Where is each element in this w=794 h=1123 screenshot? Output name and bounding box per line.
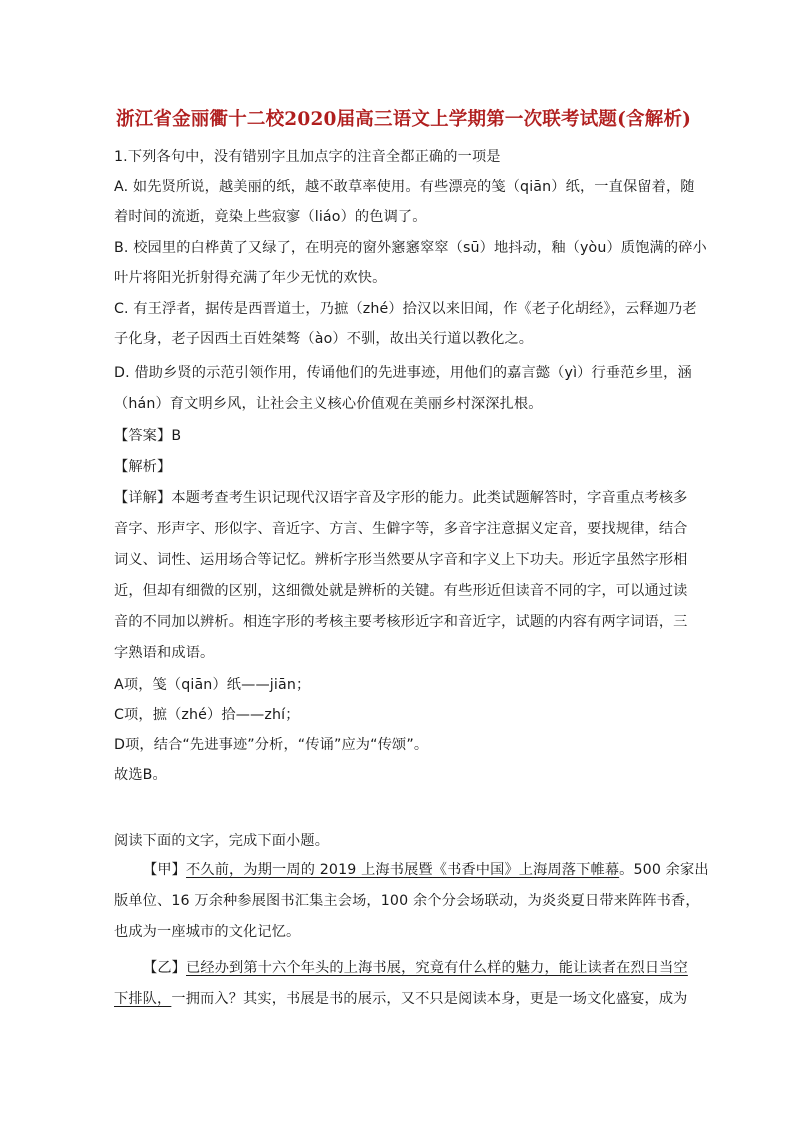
detail-line-5: 音的不同加以辨析。相连字形的考核主要考核形近字和音近字，试题的内容有两字词语，三 — [114, 614, 688, 630]
detail-line-3: 词义、词性、运用场合等记忆。辨析字形当然要从字音和字义上下功夫。形近字虽然字形相 — [114, 552, 688, 568]
item-d-note: D项，结合“先进事迹”分析，“传诵”应为“传颂”。 — [114, 737, 429, 753]
option-b-line-1: B. 校园里的白桦黄了又绿了，在明亮的窗外窸窸窣窣（sū）地抖动，釉（yòu）质饱满的碎小 — [114, 240, 707, 256]
option-a-line-2: 着时间的流逝，竟染上些寂寥（liáo）的色调了。 — [114, 209, 427, 225]
passage-jia-underlined: 不久前，为期一周的 2019 上海书展暨《书香中国》上海周落下帷幕 — [186, 862, 620, 878]
detail-line-6: 字熟语和成语。 — [114, 645, 215, 661]
detail-line-1: 【详解】本题考查考生识记现代汉语字音及字形的能力。此类试题解答时，字音重点考核多 — [114, 490, 688, 506]
option-d-line-1: D. 借助乡贤的示范引领作用，传诵他们的先进事迹，用他们的嘉言懿（yì）行垂范乡里，涵 — [114, 365, 692, 381]
analysis-label: 【解析】 — [114, 459, 172, 475]
passage-yi-line-1 — [143, 958, 688, 978]
detail-line-4: 近，但却有细微的区别，这细微处就是辨析的关键。有些形近但读音不同的字，可以通过读 — [114, 583, 688, 599]
document-title: 浙江省金丽衢十二校2020届高三语文上学期第一次联考试题(含解析) — [116, 109, 692, 130]
passage-jia-line-3: 也成为一座城市的文化记忆。 — [114, 924, 301, 940]
passage-yi-label: 【乙】 — [143, 960, 187, 976]
reading-intro: 阅读下面的文字，完成下面小题。 — [114, 833, 330, 849]
question-1-stem: 1.下列各句中，没有错别字且加点字的注音全都正确的一项是 — [114, 149, 501, 165]
option-b-line-2: 叶片将阳光折射得充满了年少无忧的欢快。 — [114, 270, 387, 286]
passage-yi-line-2 — [114, 989, 688, 1009]
item-c-note: C项，摭（zhé）拾——zhí； — [114, 707, 300, 723]
conclusion-line: 故选B。 — [114, 767, 167, 783]
option-d-line-2: （hán）育文明乡风，让社会主义核心价值观在美丽乡村深深扎根。 — [114, 396, 543, 412]
passage-jia-rest: 。500 余家出 — [619, 862, 709, 878]
passage-yi-underlined-1: 已经办到第十六个年头的上海书展，究竟有什么样的魅力，能让读者在烈日当空 — [186, 960, 688, 976]
passage-jia-line-1 — [143, 860, 709, 880]
passage-jia-label: 【甲】 — [143, 862, 187, 878]
passage-yi-underlined-2: 下排队， — [114, 991, 172, 1007]
item-a-note: A项，笺（qiān）纸——jiān； — [114, 677, 311, 693]
option-c-line-1: C. 有王浮者，据传是西晋道士，乃摭（zhé）拾汉以来旧闻，作《老子化胡经》，云释迦乃老 — [114, 301, 697, 317]
detail-line-2: 音字、形声字、形似字、音近字、方言、生僻字等，多音字注意据义定音，要找规律，结合 — [114, 521, 688, 537]
passage-jia-line-2: 版单位、16 万余种参展图书汇集主会场，100 余个分会场联动，为炎炎夏日带来阵阵书香， — [114, 893, 700, 909]
option-a-line-1: A. 如先贤所说，越美丽的纸，越不敢草率使用。有些漂亮的笺（qiān）纸，一直保留着，随 — [114, 179, 695, 195]
passage-yi-rest: 一拥而入？其实，书展是书的展示，又不只是阅读本身，更是一场文化盛宴，成为 — [171, 991, 688, 1007]
option-c-line-2: 子化身，老子因西土百姓桀骜（ào）不驯，故出关行道以教化之。 — [114, 331, 534, 347]
answer-line: 【答案】B — [114, 428, 182, 444]
